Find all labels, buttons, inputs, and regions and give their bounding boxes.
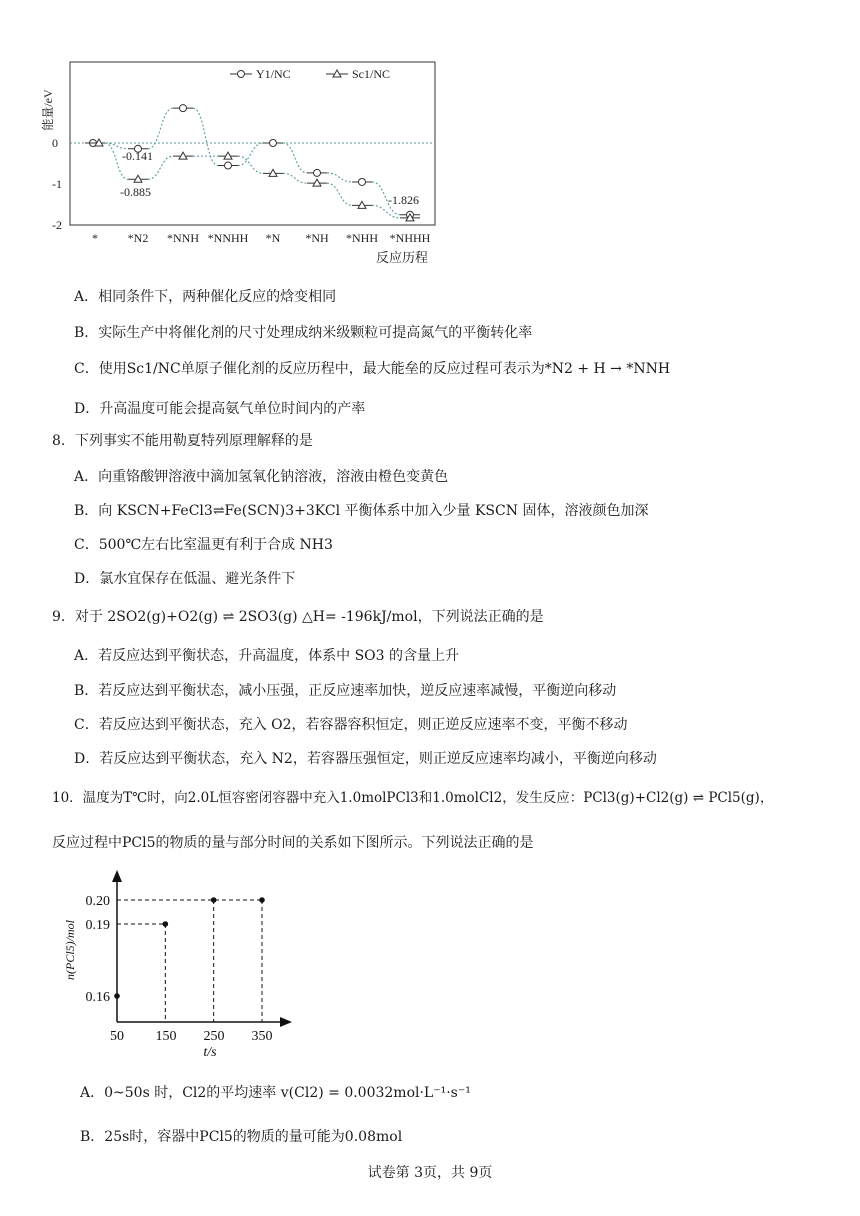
option-text: 相同条件下，两种催化反应的焓变相同 bbox=[98, 289, 337, 305]
option-text: 若反应达到平衡状态，充入 O2，若容器容积恒定，则正逆反应速率不变，平衡不移动 bbox=[98, 717, 628, 733]
x-tick-250: 250 bbox=[203, 1029, 225, 1044]
x-tick-150: 150 bbox=[155, 1029, 177, 1044]
x-tick-0: * bbox=[92, 231, 98, 245]
series-2-connector bbox=[283, 173, 307, 183]
y1nc-point bbox=[180, 105, 187, 112]
y1nc-point bbox=[270, 140, 277, 147]
x-tick-50: 50 bbox=[110, 1029, 124, 1044]
option-letter: A． bbox=[74, 648, 99, 664]
q7-option-c bbox=[74, 358, 670, 378]
option-letter: D． bbox=[74, 751, 100, 767]
x-tick-5: *NH bbox=[305, 231, 329, 245]
x-tick-6: *NHH bbox=[346, 231, 378, 245]
y-ticks bbox=[52, 136, 62, 232]
option-text: 向 KSCN+FeCl3⇌Fe(SCN)3+3KCl 平衡体系中加入少量 KSCN 固体，溶液颜色加深 bbox=[98, 503, 649, 519]
x-axis-label: t/s bbox=[203, 1045, 217, 1058]
option-letter: C． bbox=[74, 717, 99, 733]
series-1-connector bbox=[327, 173, 352, 182]
pcl5-points bbox=[114, 897, 265, 1022]
option-letter: B． bbox=[74, 683, 99, 699]
y-tick-019: 0.19 bbox=[85, 918, 110, 933]
series-2-connector bbox=[327, 183, 352, 205]
annotation-2: -0.885 bbox=[120, 185, 151, 199]
y1nc-point bbox=[314, 169, 321, 176]
q9-option-b bbox=[74, 680, 616, 700]
page-footer: 试卷第 3页，共 9页 bbox=[367, 1165, 493, 1181]
q10-stem-line1: 10．温度为T℃时，向2.0L恒容密闭容器中充入1.0molPCl3和1.0molCl2，发生反应：PCl3(g)+Cl2(g) ⇌ PCl5(g)， bbox=[52, 790, 774, 806]
x-tick-3: *NNHH bbox=[207, 231, 249, 245]
x-axis-arrow bbox=[280, 1017, 292, 1027]
x-tick-4: *N bbox=[265, 231, 281, 245]
pcl5-chart bbox=[60, 868, 310, 1058]
option-letter: C． bbox=[74, 537, 99, 553]
option-text: 实际生产中将催化剂的尺寸处理成纳米级颗粒可提高氮气的平衡转化率 bbox=[98, 325, 533, 341]
q9-option-a bbox=[74, 645, 459, 665]
data-point bbox=[163, 921, 169, 927]
data-point bbox=[114, 993, 120, 999]
q10-stem-line2: 反应过程中PCl5的物质的量与部分时间的关系如下图所示。下列说法正确的是 bbox=[52, 835, 534, 851]
x-tick-350: 350 bbox=[251, 1029, 273, 1044]
option-letter: B． bbox=[80, 1129, 105, 1145]
y-tick-1: -1 bbox=[52, 177, 62, 191]
option-letter: D． bbox=[74, 401, 100, 417]
q10-option-b bbox=[80, 1126, 402, 1146]
x-ticks bbox=[110, 1029, 273, 1044]
option-text: 氯水宜保存在低温、避光条件下 bbox=[99, 571, 296, 587]
annotation-3: -1.826 bbox=[388, 193, 419, 207]
option-letter: B． bbox=[74, 325, 99, 341]
q7-option-a bbox=[74, 286, 336, 306]
y1nc-point bbox=[225, 162, 232, 169]
series-1-connector bbox=[283, 143, 307, 173]
option-letter: A． bbox=[74, 289, 99, 305]
q8-option-c bbox=[74, 534, 333, 554]
option-text: 0~50s 时，Cl2的平均速率 v(Cl2) = 0.0032mol·L⁻¹·s⁻¹ bbox=[104, 1085, 471, 1101]
q7-option-d bbox=[74, 398, 365, 418]
series-1-connector bbox=[105, 143, 128, 149]
option-letter: B． bbox=[74, 503, 99, 519]
x-tick-7: *NHHH bbox=[389, 231, 431, 245]
series-1-connector bbox=[193, 108, 218, 165]
y-tick-2: -2 bbox=[52, 218, 62, 232]
y-axis-arrow bbox=[112, 870, 122, 882]
sc1nc-point bbox=[224, 152, 232, 159]
x-tick-1: *N2 bbox=[127, 231, 149, 245]
option-letter: A． bbox=[80, 1085, 105, 1101]
y-axis-label: n(PCl5)/mol bbox=[63, 920, 77, 980]
y-tick-016: 0.16 bbox=[85, 990, 110, 1005]
legend-series-2: Sc1/NC bbox=[352, 67, 391, 81]
data-point bbox=[259, 897, 265, 903]
q10-option-a bbox=[80, 1082, 471, 1102]
legend-marker-circle bbox=[238, 71, 245, 78]
q8-option-b bbox=[74, 500, 648, 520]
option-letter: C． bbox=[74, 361, 99, 377]
q8-option-d bbox=[74, 568, 295, 588]
option-text: 若反应达到平衡状态，减小压强，正反应速率加快，逆反应速率减慢，平衡逆向移动 bbox=[98, 683, 617, 699]
annotation-1: -0.141 bbox=[122, 149, 153, 163]
series-2-connector bbox=[238, 156, 263, 173]
y-tick-020: 0.20 bbox=[85, 894, 110, 909]
q7-option-b bbox=[74, 322, 532, 342]
q8-stem: 8．下列事实不能用勒夏特列原理解释的是 bbox=[52, 433, 313, 449]
y-axis-label: 能量/eV bbox=[41, 89, 55, 131]
legend bbox=[230, 67, 390, 81]
energy-profile-chart bbox=[40, 50, 460, 270]
option-text: 500℃左右比室温更有利于合成 NH3 bbox=[98, 537, 333, 553]
q9-stem: 9．对于 2SO2(g)+O2(g) ⇌ 2SO3(g) △H= -196kJ/mol，下列说法正确的是 bbox=[52, 609, 544, 625]
x-tick-2: *NNH bbox=[167, 231, 199, 245]
option-letter: D． bbox=[74, 571, 100, 587]
chart-frame bbox=[70, 62, 435, 225]
sc1nc-point bbox=[179, 152, 187, 159]
y-ticks bbox=[86, 894, 111, 1005]
y1nc-point bbox=[359, 178, 366, 185]
x-axis-label: 反应历程 bbox=[375, 250, 429, 265]
option-text: 若反应达到平衡状态，升高温度，体系中 SO3 的含量上升 bbox=[98, 648, 459, 664]
option-text: 若反应达到平衡状态，充入 N2，若容器压强恒定，则正逆反应速率均减小，平衡逆向移动 bbox=[99, 751, 657, 767]
legend-series-1: Y1/NC bbox=[256, 67, 291, 81]
series-1-connector bbox=[238, 143, 263, 166]
q8-option-a bbox=[74, 466, 448, 486]
option-text: 25s时，容器中PCl5的物质的量可能为0.08mol bbox=[104, 1129, 403, 1145]
option-text: 使用Sc1/NC单原子催化剂的反应历程中，最大能垒的反应过程可表示为*N2 + H → *NNH bbox=[98, 361, 671, 377]
option-letter: A． bbox=[74, 469, 99, 485]
y-tick-0: 0 bbox=[52, 136, 58, 150]
option-text: 向重铬酸钾溶液中滴加氢氧化钠溶液，溶液由橙色变黄色 bbox=[98, 469, 449, 485]
x-ticks bbox=[92, 231, 431, 245]
series-2-connector bbox=[372, 205, 400, 218]
q9-option-c bbox=[74, 714, 628, 734]
option-text: 升高温度可能会提高氨气单位时间内的产率 bbox=[99, 401, 366, 417]
q9-option-d bbox=[74, 748, 657, 768]
